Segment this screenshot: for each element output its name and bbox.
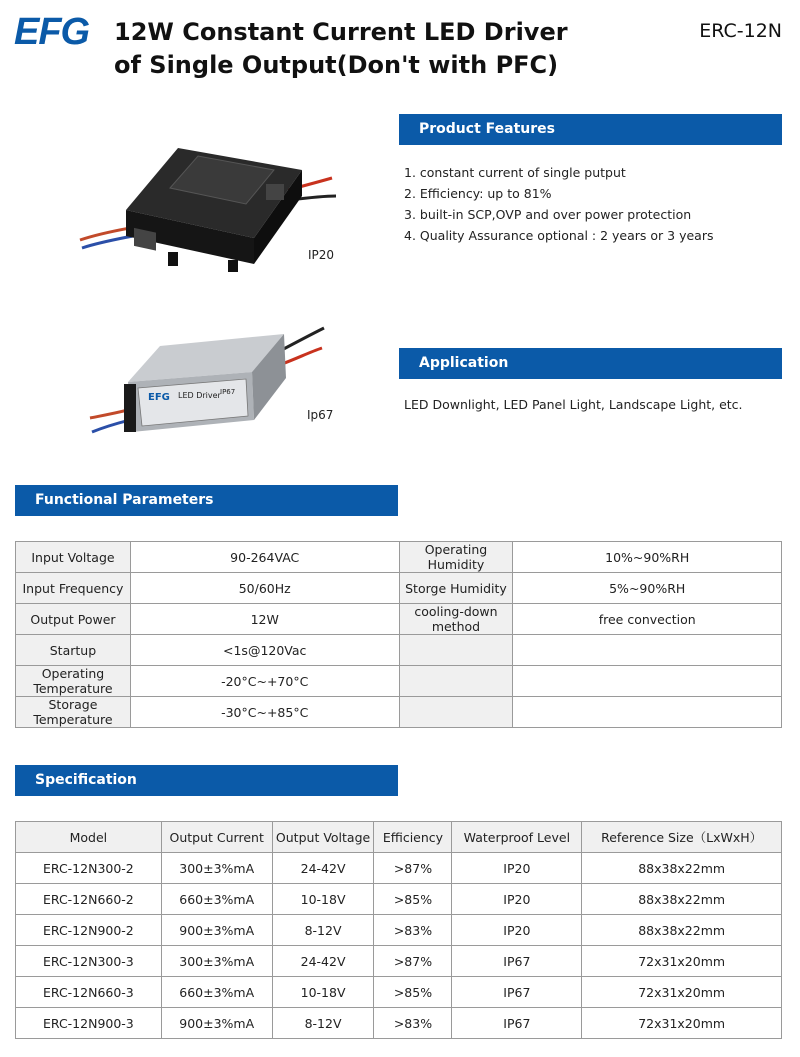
feature-item: 4. Quality Assurance optional : 2 years or 3 years: [404, 228, 714, 243]
param-value: 50/60Hz: [130, 573, 399, 604]
table-cell: 10-18V: [272, 977, 374, 1008]
efg-logo: [14, 12, 98, 52]
param-label: [399, 697, 513, 728]
table-cell: 72x31x20mm: [582, 946, 782, 977]
param-value: 90-264VAC: [130, 542, 399, 573]
table-row: [16, 853, 782, 884]
param-label: Input Frequency: [16, 573, 131, 604]
table-cell: IP20: [452, 884, 582, 915]
table-row: [16, 697, 782, 728]
table-cell: 72x31x20mm: [582, 977, 782, 1008]
column-header: Model: [16, 822, 162, 853]
specification-heading: Specification: [15, 765, 398, 796]
table-cell: 24-42V: [272, 853, 374, 884]
table-row: [16, 573, 782, 604]
feature-item: 3. built-in SCP,OVP and over power protection: [404, 207, 692, 222]
param-value: -20°C~+70°C: [130, 666, 399, 697]
param-value: free convection: [513, 604, 782, 635]
table-row: [16, 1008, 782, 1039]
table-cell: ERC-12N900-3: [16, 1008, 162, 1039]
table-cell: 660±3%mA: [161, 977, 272, 1008]
param-label: Operating Humidity: [399, 542, 513, 573]
ip20-driver-image: [78, 140, 338, 275]
table-row: [16, 915, 782, 946]
param-value: [513, 635, 782, 666]
title-line-2: of Single Output(Don't with PFC): [114, 51, 559, 79]
param-value: -30°C~+85°C: [130, 697, 399, 728]
table-cell: 88x38x22mm: [582, 884, 782, 915]
table-cell: 660±3%mA: [161, 884, 272, 915]
table-cell: IP67: [452, 946, 582, 977]
param-label: Storge Humidity: [399, 573, 513, 604]
table-cell: >83%: [374, 915, 452, 946]
table-cell: 10-18V: [272, 884, 374, 915]
table-cell: ERC-12N660-3: [16, 977, 162, 1008]
table-cell: 8-12V: [272, 915, 374, 946]
table-header-row: [16, 822, 782, 853]
table-cell: >85%: [374, 884, 452, 915]
param-label: Storage Temperature: [16, 697, 131, 728]
application-heading: Application: [399, 348, 782, 379]
param-label: cooling-down method: [399, 604, 513, 635]
ip67-case-text: LED Driver: [178, 391, 221, 400]
table-cell: IP67: [452, 977, 582, 1008]
table-cell: 88x38x22mm: [582, 915, 782, 946]
table-cell: ERC-12N660-2: [16, 884, 162, 915]
table-cell: 900±3%mA: [161, 1008, 272, 1039]
param-label: Output Power: [16, 604, 131, 635]
table-cell: >87%: [374, 946, 452, 977]
param-value: <1s@120Vac: [130, 635, 399, 666]
table-cell: 24-42V: [272, 946, 374, 977]
product-features-heading: Product Features: [399, 114, 782, 145]
param-label: Startup: [16, 635, 131, 666]
table-cell: 300±3%mA: [161, 946, 272, 977]
param-value: 12W: [130, 604, 399, 635]
table-row: [16, 542, 782, 573]
table-row: [16, 666, 782, 697]
table-cell: 72x31x20mm: [582, 1008, 782, 1039]
table-cell: 88x38x22mm: [582, 853, 782, 884]
table-row: [16, 884, 782, 915]
table-cell: 300±3%mA: [161, 853, 272, 884]
param-value: [513, 697, 782, 728]
specification-table: [15, 821, 782, 1039]
ip67-case-rating: IP67: [220, 388, 236, 396]
table-row: [16, 977, 782, 1008]
column-header: Efficiency: [374, 822, 452, 853]
param-label: [399, 635, 513, 666]
table-cell: ERC-12N300-2: [16, 853, 162, 884]
param-label: Operating Temperature: [16, 666, 131, 697]
application-text: LED Downlight, LED Panel Light, Landscape Light, etc.: [404, 397, 743, 412]
page-title: [114, 16, 568, 82]
title-line-1: 12W Constant Current LED Driver: [114, 18, 568, 46]
features-list: [404, 162, 714, 246]
functional-parameters-table: [15, 541, 782, 728]
table-row: [16, 946, 782, 977]
feature-item: 1. constant current of single putput: [404, 165, 626, 180]
column-header: Reference Size（LxWxH）: [582, 822, 782, 853]
table-cell: IP20: [452, 853, 582, 884]
table-cell: ERC-12N900-2: [16, 915, 162, 946]
feature-item: 2. Efficiency: up to 81%: [404, 186, 552, 201]
column-header: Output Voltage: [272, 822, 374, 853]
ip67-label: Ip67: [307, 408, 334, 422]
ip20-label: IP20: [308, 248, 335, 262]
table-cell: 900±3%mA: [161, 915, 272, 946]
table-row: [16, 604, 782, 635]
param-value: 5%~90%RH: [513, 573, 782, 604]
table-cell: >83%: [374, 1008, 452, 1039]
functional-parameters-heading: Functional Parameters: [15, 485, 398, 516]
logo-text: EFG: [14, 11, 90, 53]
ip67-case-brand: EFG: [148, 392, 170, 403]
param-label: Input Voltage: [16, 542, 131, 573]
param-value: [513, 666, 782, 697]
table-cell: IP67: [452, 1008, 582, 1039]
column-header: Output Current: [161, 822, 272, 853]
table-cell: IP20: [452, 915, 582, 946]
param-label: [399, 666, 513, 697]
param-value: 10%~90%RH: [513, 542, 782, 573]
model-code: ERC-12N: [699, 20, 782, 42]
ip67-driver-image: [88, 322, 328, 447]
column-header: Waterproof Level: [452, 822, 582, 853]
table-cell: >85%: [374, 977, 452, 1008]
table-cell: ERC-12N300-3: [16, 946, 162, 977]
table-row: [16, 635, 782, 666]
table-cell: 8-12V: [272, 1008, 374, 1039]
table-cell: >87%: [374, 853, 452, 884]
